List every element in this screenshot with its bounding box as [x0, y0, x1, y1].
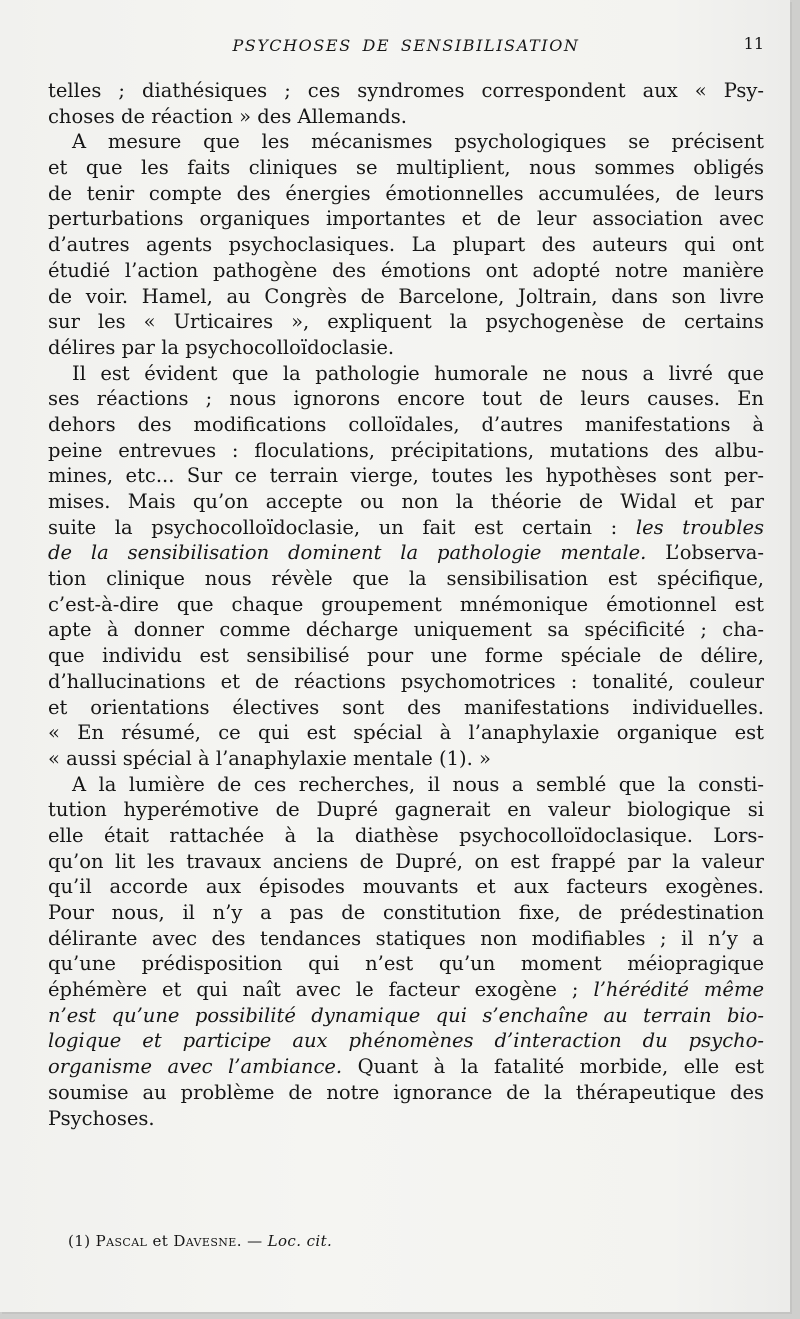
text-line: « aussi spécial à l’anaphylaxie mentale (1). »: [48, 746, 491, 770]
page-header: [48, 30, 764, 62]
footnote-conjunction: et: [152, 1232, 169, 1250]
text-line: A la lumière de ces recherches, il nous a semblé que la consti-: [72, 772, 764, 796]
italic-segment: logique et participe aux phénomènes d’interaction du psycho-: [48, 1029, 764, 1053]
footnote-reference: Loc. cit.: [267, 1232, 333, 1250]
footnote-dash: —: [247, 1232, 263, 1250]
text-line: qu’on lit les travaux anciens de Dupré, on est frappé par la valeur: [48, 849, 764, 873]
page-number: 11: [743, 34, 764, 53]
text-line: Il est évident que la pathologie humorale ne nous a livré que: [72, 361, 764, 385]
text-segment: Quant à la fatalité morbide, elle est: [357, 1055, 764, 1079]
text-line: « En résumé, ce qui est spécial à l’anaphylaxie organique est: [48, 721, 764, 745]
text-line: qu’il accorde aux épisodes mouvants et aux facteurs exogènes.: [48, 875, 764, 899]
text-line: qu’une prédisposition qui n’est qu’un moment méiopragique: [48, 952, 764, 976]
text-line: délirante avec des tendances statiques non modifiables ; il n’y a: [48, 926, 764, 950]
text-segment: éphémère et qui naît avec le facteur exogène ;: [48, 978, 579, 1002]
text-line: et que les faits cliniques se multiplient, nous sommes obligés: [48, 156, 764, 180]
text-line: tution hyperémotive de Dupré gagnerait en valeur biologique si: [48, 798, 764, 822]
italic-segment: l’hérédité même: [593, 978, 764, 1002]
footnote-period: .: [236, 1232, 242, 1250]
running-title: PSYCHOSES DE SENSIBILISATION: [232, 36, 580, 55]
text-line: dehors des modifications colloïdales, d’autres manifestations à: [48, 412, 764, 436]
text-line: sur les « Urticaires », expliquent la psychogenèse de certains: [48, 310, 764, 334]
text-line: elle était rattachée à la diathèse psychocolloïdoclasique. Lors-: [48, 823, 764, 847]
text-line: mises. Mais qu’on accepte ou non la théorie de Widal et par: [48, 490, 764, 513]
italic-segment: n’est qu’une possibilité dynamique qui s’enchaîne au terrain bio-: [48, 1003, 764, 1027]
text-line: [48, 540, 764, 566]
text-line: ses réactions ; nous ignorons encore tout de leurs causes. En: [48, 387, 764, 411]
text-segment: suite la psychocolloïdoclasie, un fait est certain :: [48, 515, 618, 539]
text-line: c’est-à-dire que chaque groupement mnémonique émotionnel est: [48, 592, 764, 616]
text-line: A mesure que les mécanismes psychologiques se précisent: [72, 130, 764, 154]
text-line: d’autres agents psychoclasiques. La plupart des auteurs qui ont: [48, 233, 764, 257]
text-line: [48, 515, 764, 541]
text-line: telles ; diathésiques ; ces syndromes correspondent aux « Psy-: [48, 79, 764, 102]
text-line: d’hallucinations et de réactions psychomotrices : tonalité, couleur: [48, 669, 764, 693]
text-line: [48, 1003, 764, 1029]
italic-segment: les troubles: [635, 515, 764, 539]
body-text: [48, 78, 764, 1131]
text-line: étudié l’action pathogène des émotions ont adopté notre manière: [48, 258, 764, 282]
text-line: tion clinique nous révèle que la sensibilisation est spécifique,: [48, 567, 764, 591]
text-line: de tenir compte des énergies émotionnelles accumulées, de leurs: [48, 181, 764, 205]
footnote-author: Davesne: [173, 1232, 237, 1250]
text-line: Pour nous, il n’y a pas de constitution fixe, de prédestination: [48, 901, 764, 924]
italic-segment: de la sensibilisation dominent la pathologie mentale.: [48, 541, 647, 565]
text-line: que individu est sensibilisé pour une forme spéciale de délire,: [48, 644, 764, 668]
text-line: et orientations électives sont des manifestations individuelles.: [48, 695, 764, 719]
text-line: délires par la psychocolloïdoclasie.: [48, 335, 395, 359]
text-line: [48, 977, 764, 1003]
footnote: [68, 1232, 332, 1250]
text-segment: L’observa-: [665, 541, 765, 565]
text-line: [48, 1028, 764, 1054]
text-line: choses de réaction » des Allemands.: [48, 104, 407, 128]
text-line: soumise au problème de notre ignorance de la thérapeutique des: [48, 1080, 764, 1104]
text-line: Psychoses.: [48, 1106, 155, 1130]
italic-segment: organisme avec l’ambiance.: [48, 1055, 343, 1079]
text-line: peine entrevues : floculations, précipitations, mutations des albu-: [48, 438, 764, 462]
footnote-author: Pascal: [95, 1232, 148, 1250]
text-line: [48, 1054, 764, 1080]
text-line: apte à donner comme décharge uniquement sa spécificité ; cha-: [48, 618, 764, 642]
text-line: mines, etc... Sur ce terrain vierge, toutes les hypothèses sont per-: [48, 464, 764, 488]
text-line: perturbations organiques importantes et de leur association avec: [48, 207, 764, 231]
text-line: de voir. Hamel, au Congrès de Barcelone, Joltrain, dans son livre: [48, 284, 764, 308]
footnote-marker: (1): [68, 1232, 91, 1250]
